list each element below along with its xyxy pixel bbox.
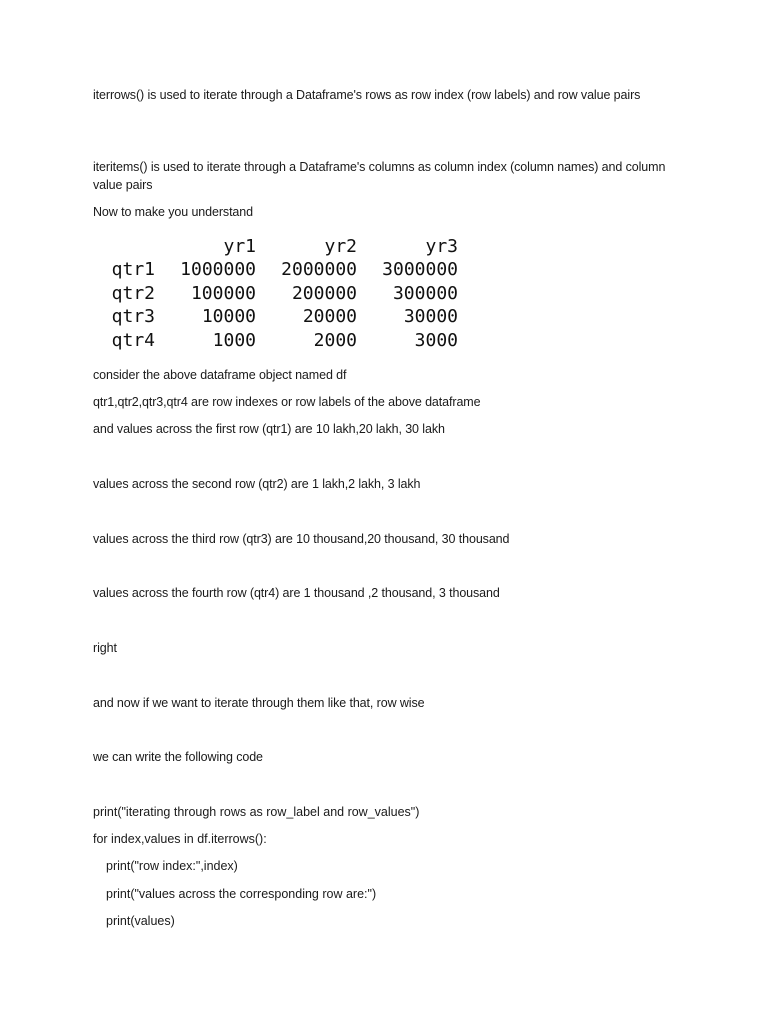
dataframe-corner	[100, 235, 155, 258]
code-line: for index,values in df.iterrows():	[93, 832, 267, 846]
write-code-text: we can write the following code	[93, 750, 263, 764]
dataframe-header-row	[100, 235, 458, 258]
column-header: yr2	[324, 236, 357, 257]
cell-value: 3000000	[382, 259, 458, 281]
cell-value: 200000	[291, 282, 357, 304]
cell-value: 30000	[403, 306, 458, 328]
dataframe-row	[100, 329, 458, 352]
fourth-row-text: values across the fourth row (qtr4) are 1 thousand ,2 thousand, 3 thousand	[93, 586, 500, 600]
dataframe-row	[100, 258, 458, 281]
cell-value: 2000	[313, 329, 357, 351]
consider-text: consider the above dataframe object named df	[93, 368, 347, 382]
code-line: print("iterating through rows as row_label and row_values")	[93, 805, 420, 819]
dataframe-row	[100, 305, 458, 328]
cell-value: 1000000	[180, 259, 256, 281]
column-header: yr3	[425, 236, 458, 257]
code-line: print(values)	[106, 914, 175, 928]
row-label: qtr1	[111, 259, 155, 281]
cell-value: 300000	[392, 282, 458, 304]
cell-value: 1000	[212, 329, 256, 351]
iterate-text: and now if we want to iterate through them like that, row wise	[93, 696, 425, 710]
third-row-text: values across the third row (qtr3) are 10 thousand,20 thousand, 30 thousand	[93, 532, 510, 546]
code-line: print("row index:",index)	[106, 859, 238, 873]
first-row-text: and values across the first row (qtr1) are 10 lakh,20 lakh, 30 lakh	[93, 422, 445, 436]
cell-value: 10000	[201, 306, 256, 328]
iteritems-description: iteritems() is used to iterate through a Dataframe's columns as column index (column names) and column value pairs	[93, 160, 666, 192]
second-row-text: values across the second row (qtr2) are 1 lakh,2 lakh, 3 lakh	[93, 477, 421, 491]
cell-value: 2000000	[281, 259, 357, 281]
row-label: qtr3	[111, 306, 155, 328]
row-labels-text: qtr1,qtr2,qtr3,qtr4 are row indexes or row labels of the above dataframe	[93, 395, 481, 409]
iterrows-description: iterrows() is used to iterate through a Dataframe's rows as row index (row labels) and row value pairs	[93, 88, 641, 102]
code-line: print("values across the corresponding row are:")	[106, 887, 377, 901]
cell-value: 3000	[414, 329, 458, 351]
dataframe-table	[100, 235, 458, 352]
cell-value: 100000	[190, 282, 256, 304]
cell-value: 20000	[302, 306, 357, 328]
row-label: qtr4	[111, 329, 155, 351]
intro-text: Now to make you understand	[93, 205, 253, 219]
row-label: qtr2	[111, 282, 155, 304]
column-header: yr1	[223, 236, 256, 257]
right-text: right	[93, 641, 117, 655]
dataframe-row	[100, 282, 458, 305]
